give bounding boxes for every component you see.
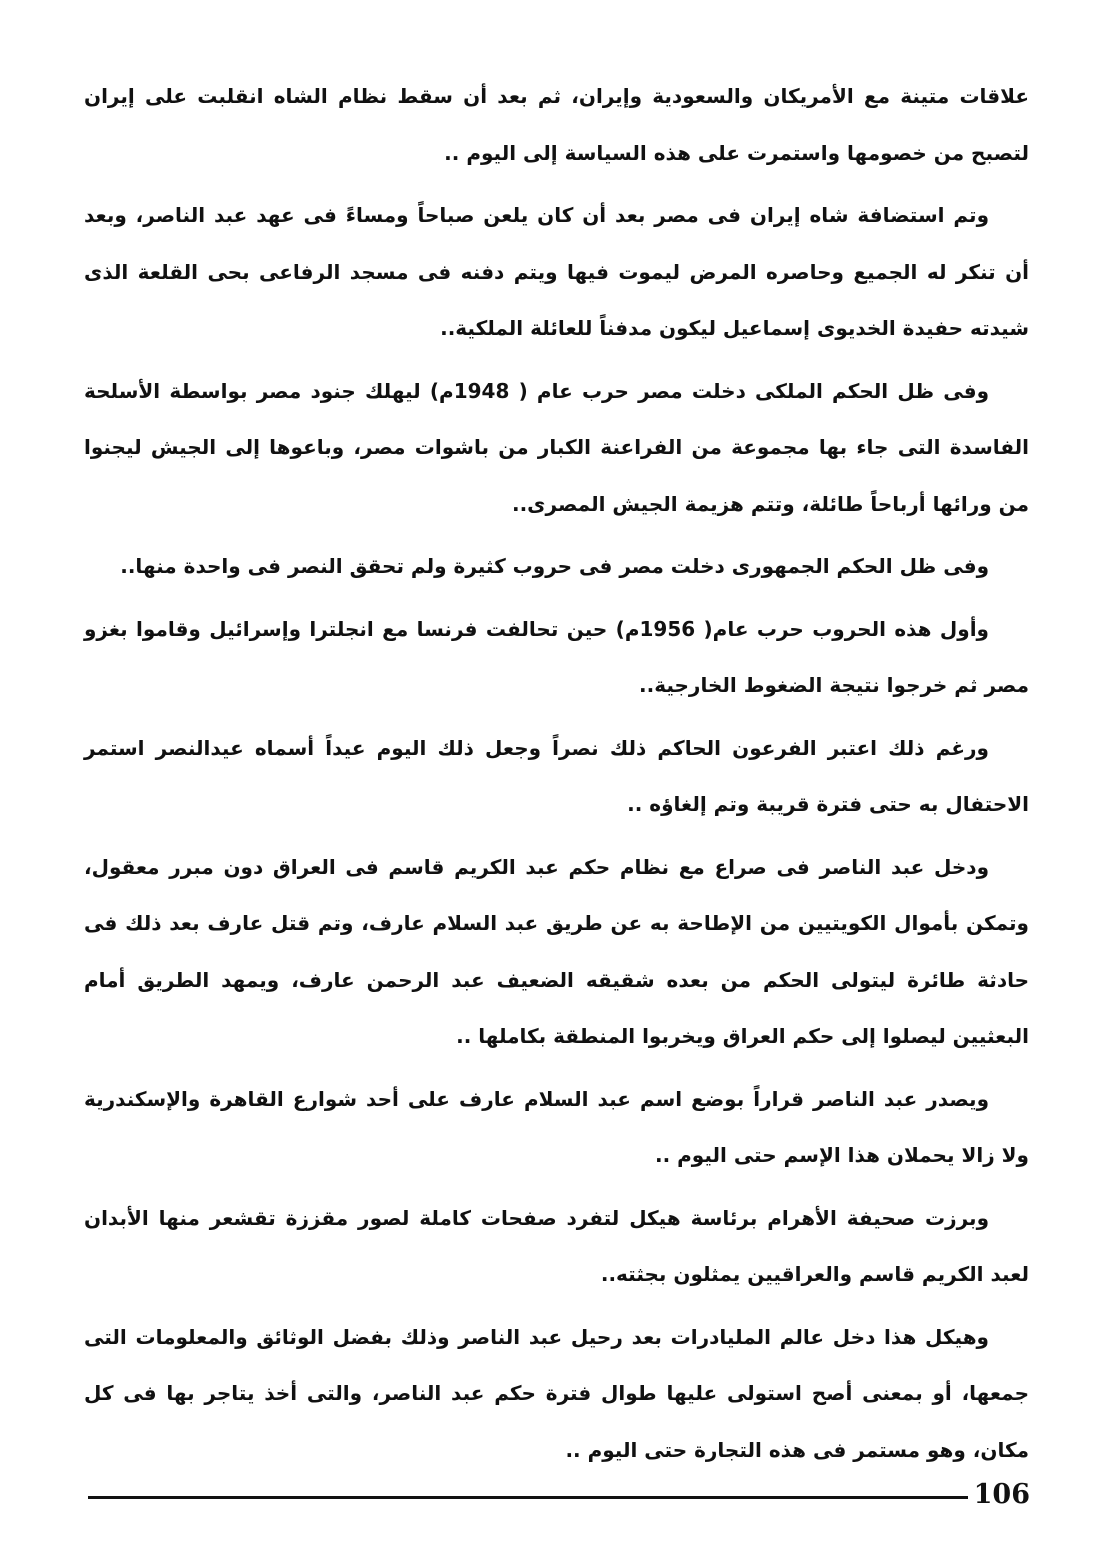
paragraph-heikal: وهيكل هذا دخل عالم المليادرات بعد رحيل عبد الناصر وذلك بفضل الوثائق والمعلومات التى جمعها، أو بمعنى أصح استولى عليها طوال فترة حكم عبد الناصر، والتى أخذ يتاجر بها فى كل مكان، وهو مستمر فى هذه التجارة حتى اليوم .. <box>84 1324 1029 1462</box>
paragraph-1948-war: وفى ظل الحكم الملكى دخلت مصر حرب عام ( 1948م) ليهلك جنود مصر بواسطة الأسلحة الفاسدة التى جاء بها مجموعة من الفراعنة الكبار من باشوات مصر، وباعوها إلى الجيش ليجنوا من ورائها أرباحاً طائلة، وتتم هزيمة الجيش المصرى.. <box>84 378 1029 516</box>
paragraph-al-ahram: وبرزت صحيفة الأهرام برئاسة هيكل لتفرد صفحات كاملة لصور مقززة تقشعر منها الأبدان لعبد الكريم قاسم والعراقيين يمثلون بجثته.. <box>84 1205 1029 1286</box>
paragraph-saudi-iran-relations: علاقات متينة مع الأمريكان والسعودية وإيران، ثم بعد أن سقط نظام الشاه انقلبت على إيران لتصبح من خصومها واستمرت على هذه السياسة إلى اليوم .. <box>84 84 1029 165</box>
page-body-text <box>84 68 1029 1478</box>
paragraph-1956-war: وأول هذه الحروب حرب عام( 1956م) حين تحالفت فرنسا مع انجلترا وإسرائيل وقاموا بغزو مصر ثم خرجوا نتيجة الضغوط الخارجية.. <box>84 616 1029 697</box>
footer-divider <box>88 1496 968 1499</box>
paragraph-republican-wars: وفى ظل الحكم الجمهورى دخلت مصر فى حروب كثيرة ولم تحقق النصر فى واحدة منها.. <box>120 554 989 578</box>
paragraph-iraq-conflict: ودخل عبد الناصر فى صراع مع نظام حكم عبد الكريم قاسم فى العراق دون مبرر معقول، وتمكن بأموال الكويتيين من الإطاحة به عن طريق عبد السلام عارف، وتم قتل عارف بعد ذلك فى حادثة طائرة ليتولى الحكم من بعده شقيقه الضعيف عبد الرحمن عارف، ويمهد الطريق أمام البعثيين ليصلوا إلى حكم العراق ويخربوا المنطقة بكاملها .. <box>84 854 1029 1048</box>
paragraph-victory-day: ورغم ذلك اعتبر الفرعون الحاكم ذلك نصراً وجعل ذلك اليوم عيداً أسماه عيدالنصر استمر الاحتفال به حتى فترة قريبة وتم إلغاؤه .. <box>84 735 1029 816</box>
paragraph-shah-of-iran: وتم استضافة شاه إيران فى مصر بعد أن كان يلعن صباحاً ومساءً فى عهد عبد الناصر، وبعد أن تنكر له الجميع وحاصره المرض ليموت فيها ويتم دفنه فى مسجد الرفاعى بحى القلعة الذى شيدته حفيدة الخديوى إسماعيل ليكون مدفناً للعائلة الملكية.. <box>84 203 1029 340</box>
paragraph-street-naming: ويصدر عبد الناصر قراراً بوضع اسم عبد السلام عارف على أحد شوارع القاهرة والإسكندرية ولا زالا يحملان هذا الإسم حتى اليوم .. <box>84 1086 1029 1167</box>
page-number: 106 <box>973 1479 1030 1510</box>
